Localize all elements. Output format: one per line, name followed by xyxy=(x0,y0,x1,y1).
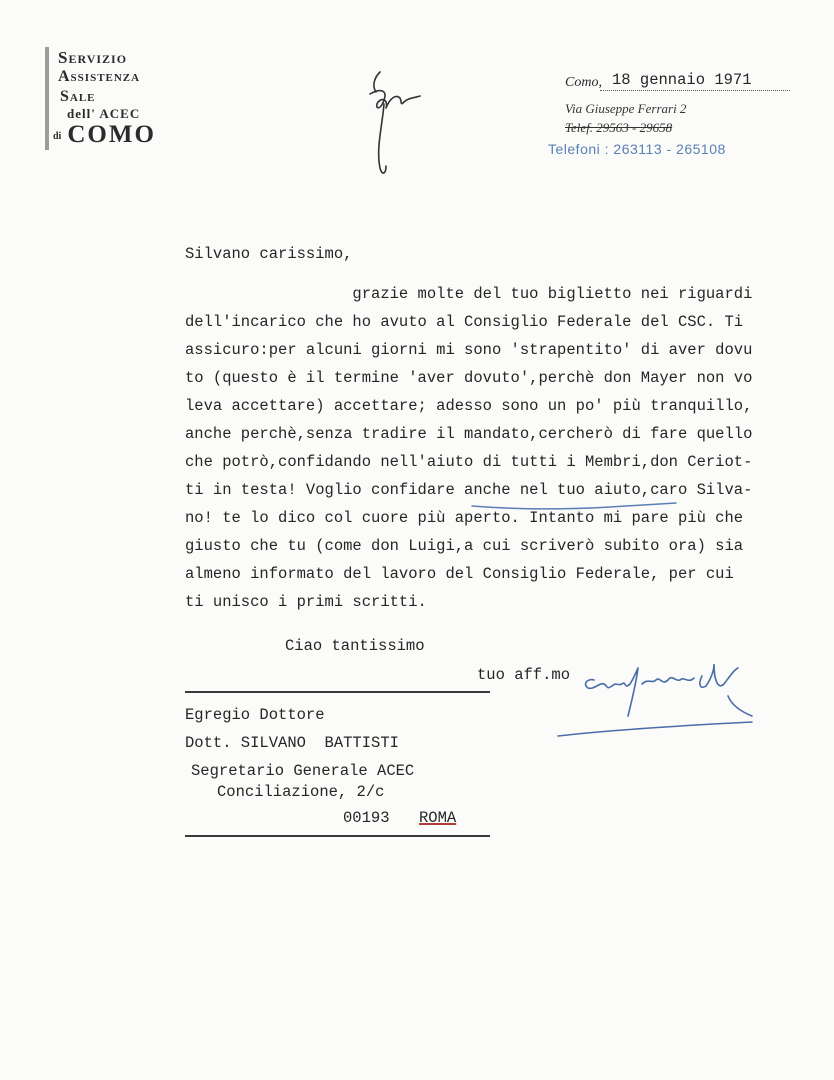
letterhead-line-1: Servizio xyxy=(58,48,128,67)
letterhead-city-name: COMO xyxy=(67,121,156,148)
body-line: che potrò,confidando nell'aiuto di tutti i Membri,don Ceriot- xyxy=(185,453,753,471)
separator-rule-bottom xyxy=(185,835,490,837)
body-line: dell'incarico che ho avuto al Consiglio Federale del CSC. Ti xyxy=(185,313,744,331)
sign-off: tuo aff.mo xyxy=(477,666,571,684)
letterhead-bar xyxy=(45,47,49,150)
separator-rule-top xyxy=(185,691,490,693)
date-underline xyxy=(600,90,790,91)
recipient-title: Segretario Generale ACEC xyxy=(191,762,415,780)
recipient-street: Conciliazione, 2/c xyxy=(217,783,385,801)
body-line: no! te lo dico col cuore più aperto. Intanto mi pare più che xyxy=(185,509,744,527)
body-line: anche perchè,senza tradire il mandato,cercherò di fare quello xyxy=(185,425,753,443)
date-city: Como, xyxy=(565,75,602,90)
body-line: to (questo è il termine 'aver dovuto',perchè don Mayer non vo xyxy=(185,369,753,387)
body-line: leva accettare) accettare; adesso sono un po' più tranquillo, xyxy=(185,397,753,415)
recipient-greeting: Egregio Dottore xyxy=(185,706,325,724)
blue-pen-underline xyxy=(470,500,680,512)
letterhead-line-3: Sale xyxy=(60,88,96,105)
recipient-postcode: 00193 xyxy=(343,809,390,827)
recipient-name: Dott. SILVANO BATTISTI xyxy=(185,734,399,752)
letterhead-line-2: Assistenza xyxy=(58,68,141,85)
closing: Ciao tantissimo xyxy=(285,637,425,655)
old-phone-numbers: Telef. 29563 - 29658 xyxy=(565,120,673,135)
letterhead-city-prefix: di xyxy=(53,131,62,142)
body-line: almeno informato del lavoro del Consiglio Federale, per cui xyxy=(185,565,734,583)
letterhead-city xyxy=(53,121,156,149)
body-line: ti in testa! Voglio confidare anche nel tuo aiuto,caro Silva- xyxy=(185,481,753,499)
handwritten-initials-mark xyxy=(366,68,426,183)
recipient-city: ROMA xyxy=(419,809,457,827)
phone-numbers: Telefoni : 263113 - 265108 xyxy=(548,141,726,157)
letter-date: 18 gennaio 1971 xyxy=(612,71,752,89)
salutation: Silvano carissimo, xyxy=(185,245,353,263)
letterhead-line-4: dell' ACEC xyxy=(67,106,141,121)
handwritten-signature xyxy=(552,650,762,745)
body-line: ti unisco i primi scritti. xyxy=(185,593,427,611)
body-line: giusto che tu (come don Luigi,a cui scriverò subito ora) sia xyxy=(185,537,744,555)
body-line: grazie molte del tuo biglietto nei riguardi xyxy=(185,285,753,303)
body-line: assicuro:per alcuni giorni mi sono 'strapentito' di aver dovu xyxy=(185,341,753,359)
sender-address: Via Giuseppe Ferrari 2 xyxy=(565,101,687,116)
